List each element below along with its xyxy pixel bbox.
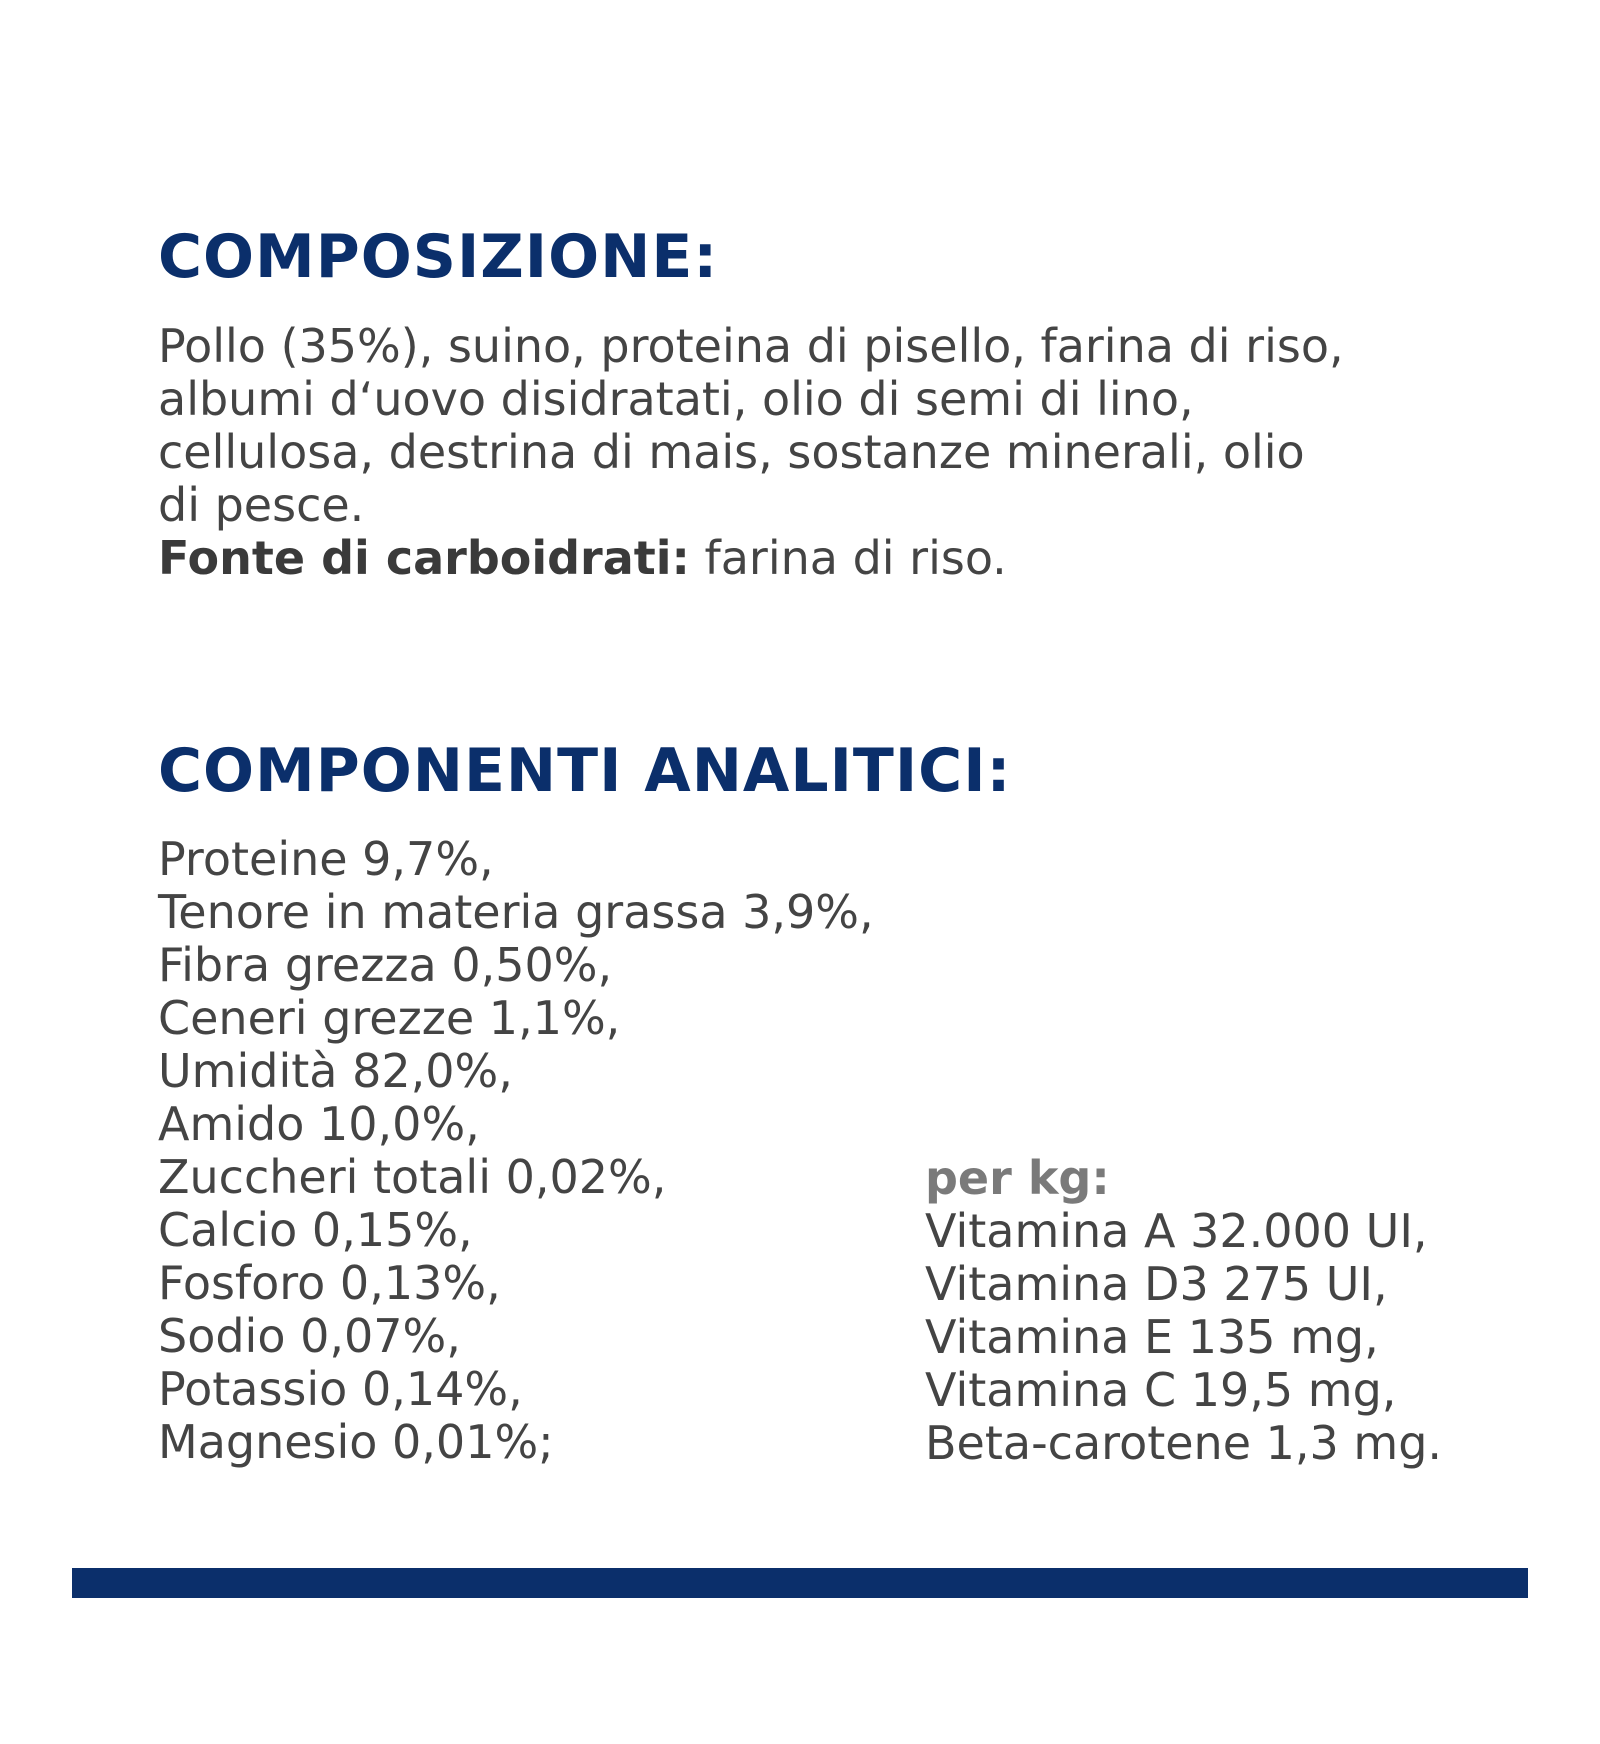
vitamins-header: per kg: xyxy=(925,1151,1110,1205)
analytic-item: Fibra grezza 0,50%, xyxy=(158,938,613,992)
analytic-item: Umidità 82,0%, xyxy=(158,1044,513,1098)
analytic-item: Tenore in materia grassa 3,9%, xyxy=(158,885,874,939)
analytic-item: Magnesio 0,01%; xyxy=(158,1415,554,1469)
analytic-item: Ceneri grezze 1,1%, xyxy=(158,991,621,1045)
carbohydrate-source-value: farina di riso. xyxy=(689,531,1007,585)
vitamin-item: Beta-carotene 1,3 mg. xyxy=(925,1416,1443,1470)
vitamin-item: Vitamina D3 275 UI, xyxy=(925,1257,1388,1311)
composition-heading: COMPOSIZIONE: xyxy=(158,222,719,292)
vitamin-item: Vitamina C 19,5 mg, xyxy=(925,1363,1397,1417)
composition-line: albumi d‘uovo disidratati, olio di semi di lino, xyxy=(158,372,1194,426)
vitamin-item: Vitamina A 32.000 UI, xyxy=(925,1204,1428,1258)
analytic-item: Amido 10,0%, xyxy=(158,1097,480,1151)
composition-line: cellulosa, destrina di mais, sostanze minerali, olio xyxy=(158,425,1305,479)
analytic-item: Sodio 0,07%, xyxy=(158,1309,461,1363)
carbohydrate-source-label: Fonte di carboidrati: xyxy=(158,531,690,585)
carbohydrate-source xyxy=(158,532,1344,585)
analytic-item: Fosforo 0,13%, xyxy=(158,1256,501,1310)
analytic-item: Zuccheri totali 0,02%, xyxy=(158,1150,667,1204)
composition-line: di pesce. xyxy=(158,478,365,532)
bottom-divider-bar xyxy=(72,1568,1528,1598)
composition-line: Pollo (35%), suino, proteina di pisello, farina di riso, xyxy=(158,319,1344,373)
analytic-item: Proteine 9,7%, xyxy=(158,832,494,886)
analytic-item: Potassio 0,14%, xyxy=(158,1362,523,1416)
analytic-item: Calcio 0,15%, xyxy=(158,1203,473,1257)
vitamin-list xyxy=(925,1205,1442,1470)
composition-text xyxy=(158,320,1344,585)
analytic-components-list xyxy=(158,833,874,1469)
vitamin-item: Vitamina E 135 mg, xyxy=(925,1310,1379,1364)
analytic-components-heading: COMPONENTI ANALITICI: xyxy=(158,736,1012,806)
vitamins-per-kg xyxy=(925,1152,1442,1470)
